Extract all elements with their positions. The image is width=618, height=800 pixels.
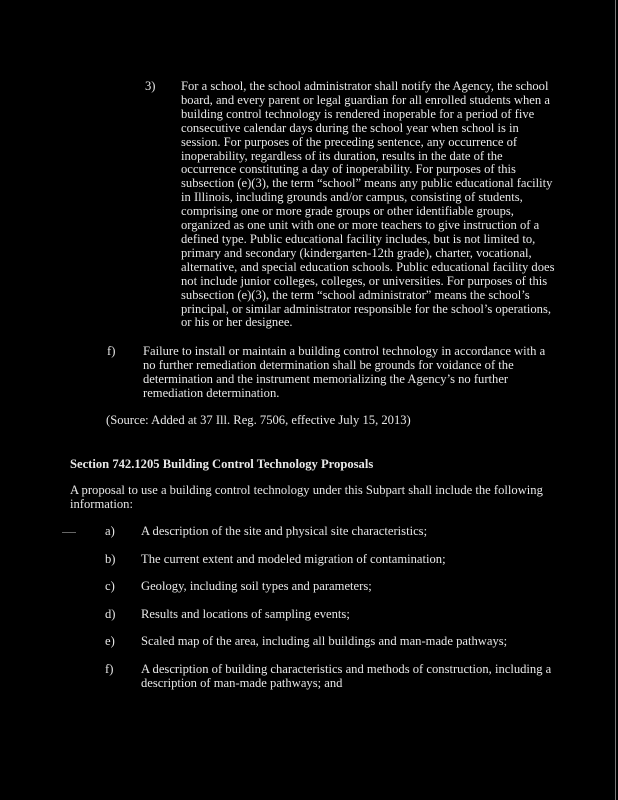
text-line: For a school, the school administrator shall notify the Agency, the school	[181, 79, 549, 93]
text-line: A description of the site and physical site characteristics;	[141, 524, 428, 538]
text-line: principal, or similar administrator responsible for the school’s operations,	[181, 301, 552, 316]
text-line: building control technology is rendered inoperable for a period of five	[181, 106, 535, 121]
text-line: session. For purposes of the preceding sentence, any occurrence of	[181, 134, 518, 149]
text-line: remediation determination.	[143, 385, 280, 400]
section-intro	[70, 484, 543, 512]
text-line: not include junior colleges, colleges, or universities. For purposes of this	[181, 273, 548, 288]
list-item-text	[141, 525, 427, 539]
text-line: in Illinois, including grounds and/or campus, consisting of students,	[181, 190, 523, 205]
text-line: subsection (e)(3), the term “school” means any public educational facility	[181, 176, 553, 191]
list-item-text	[141, 580, 372, 594]
section-heading: Section 742.1205 Building Control Technology Proposals	[70, 457, 374, 471]
list-item-text	[141, 553, 446, 567]
item-3-paragraph	[181, 80, 555, 330]
item-label: f)	[107, 344, 116, 358]
text-line: consecutive calendar days during the school year when school is in	[181, 120, 519, 135]
list-item-text	[141, 608, 350, 622]
list-item-label: f)	[105, 662, 114, 676]
text-line: inoperability, regardless of its duration, results in the date of the	[181, 148, 503, 163]
text-line: occurrence constituting a day of inoperability. For purposes of this	[181, 162, 516, 177]
text-line: Failure to install or maintain a building control technology in accordance with a	[143, 344, 546, 358]
list-item-label: b)	[105, 552, 116, 566]
text-line: no further remediation determination shall be grounds for voidance of the	[143, 357, 514, 372]
text-line: comprising one or more grade groups or other identifiable groups,	[181, 204, 514, 219]
text-line: A description of building characteristics and methods of construction, including a	[141, 662, 552, 676]
text-line: description of man-made pathways; and	[141, 675, 343, 690]
text-line: The current extent and modeled migration of contamination;	[141, 552, 446, 566]
text-line: board, and every parent or legal guardian for all enrolled students when a	[181, 92, 550, 107]
text-line: Scaled map of the area, including all buildings and man-made pathways;	[141, 634, 508, 648]
text-line: information:	[70, 496, 133, 511]
scan-edge	[615, 0, 616, 800]
list-item-label: d)	[105, 607, 116, 621]
text-line: or his or her designee.	[181, 315, 293, 330]
list-item-text	[141, 663, 551, 691]
item-label: 3)	[145, 79, 156, 93]
list-item-text	[141, 635, 507, 649]
text-line: alternative, and special education schools. Public educational facility does	[181, 259, 555, 274]
text-line: determination and the instrument memorializing the Agency’s no further	[143, 371, 509, 386]
source-note: (Source: Added at 37 Ill. Reg. 7506, effective July 15, 2013)	[106, 413, 411, 427]
text-line: Geology, including soil types and parameters;	[141, 579, 372, 593]
scan-mark	[62, 532, 76, 533]
text-line: A proposal to use a building control technology under this Subpart shall include the following	[70, 483, 543, 497]
item-f-paragraph	[143, 345, 545, 401]
text-line: organized as one unit with one or more teachers to give instruction of a	[181, 218, 540, 233]
text-line: subsection (e)(3), the term “school administrator” means the school’s	[181, 287, 530, 302]
text-line: defined type. Public educational facility includes, but is not limited to,	[181, 231, 536, 246]
text-line: Results and locations of sampling events;	[141, 607, 350, 621]
list-item-label: a)	[105, 524, 115, 538]
list-item-label: e)	[105, 634, 115, 648]
list-item-label: c)	[105, 579, 115, 593]
text-line: primary and secondary (kindergarten-12th grade), charter, vocational,	[181, 245, 532, 260]
